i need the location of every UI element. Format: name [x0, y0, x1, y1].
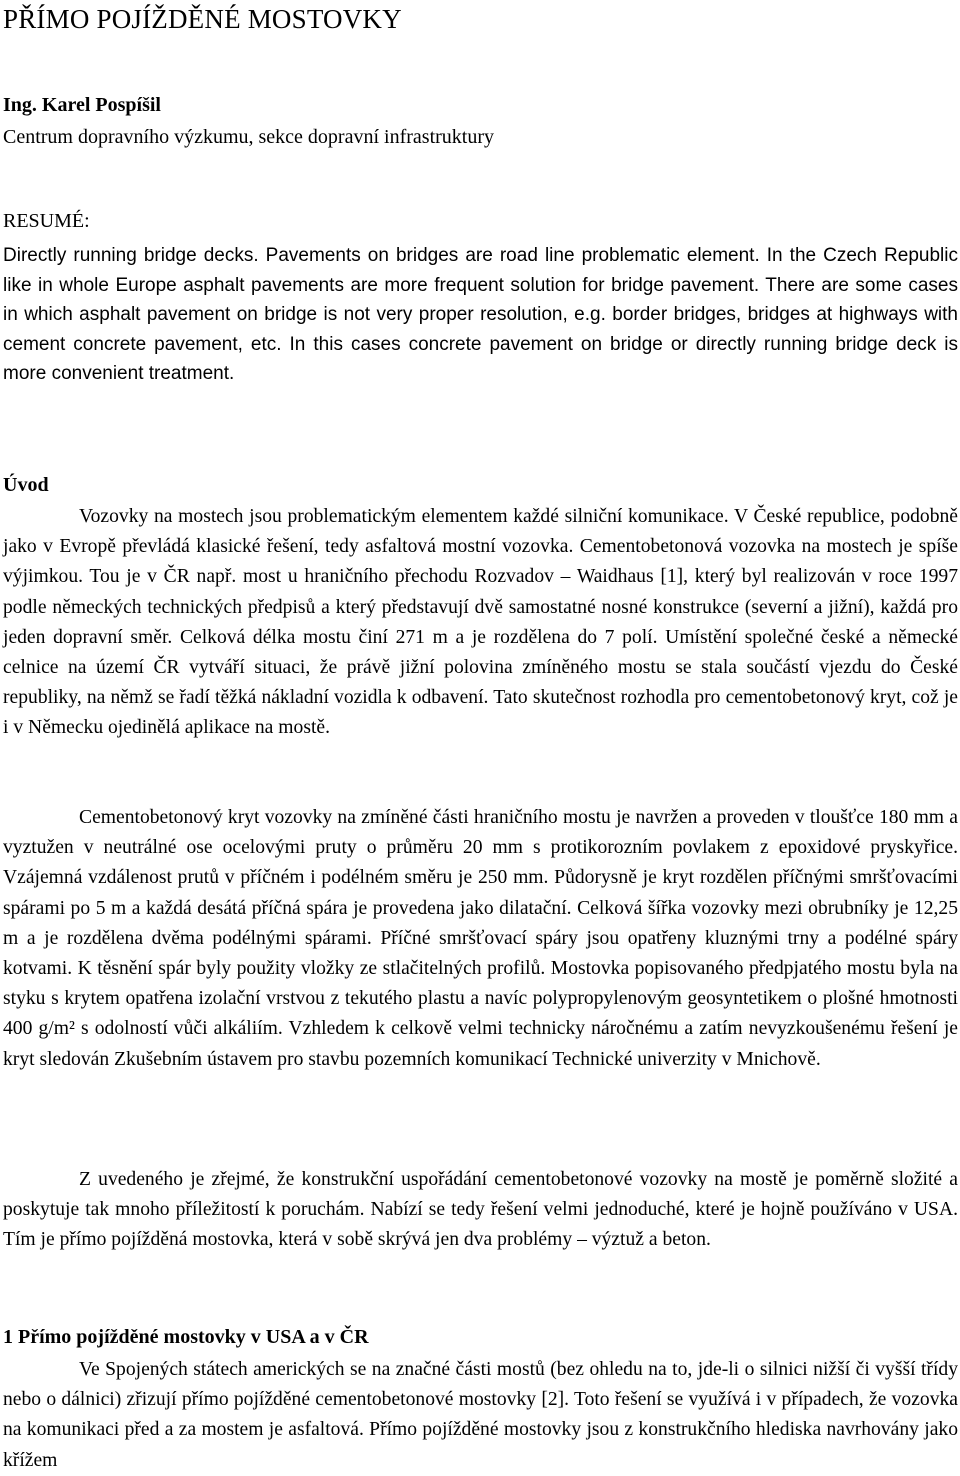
intro-paragraph-3: Z uvedeného je zřejmé, že konstrukční uspořádání cementobetonové vozovky na mostě je poměrně složité a poskytuje tak mnoho příležitostí k poruchám. Nabízí se tedy řešení velmi jednoduché, které je hojně používáno v USA. Tím je přímo pojížděná mostovka, která v sobě skrývá jen dva problémy – výztuž a beton. — [3, 1169, 958, 1251]
section-1-heading: 1 Přímo pojížděné mostovky v USA a v ČR — [3, 1326, 369, 1348]
page-title: PŘÍMO POJÍŽDĚNÉ MOSTOVKY — [3, 4, 402, 34]
author-affiliation: Centrum dopravního výzkumu, sekce dopravní infrastruktury — [3, 126, 494, 148]
intro-paragraph-2: Cementobetonový kryt vozovky na zmíněné části hraničního mostu je navržen a proveden v tloušťce 180 mm a vyztužen v neutrálné ose ocelovými pruty o průměru 20 mm s protikorozním povlakem z epoxidové pryskyřice. Vzájemná vzdálenost prutů v příčném i podélném směru je 250 mm. Půdorysně je kryt rozdělen příčnými smršťovacími spárami po 5 m a každá desátá příčná spára je provedena jako dilatační. Celková šířka vozovky mezi obrubníky je 12,25 m a je rozdělena dvěma podélnými spárami. Příčné smršťovací spáry jsou opatřeny kluznými trny a podélné spáry kotvami. K těsnění spár byly použity vložky ze stlačitelných profilů. Mostovka popisovaného předpjatého mostu byla na styku s krytem opatřena izolační vrstvou z tekutého plastu a navíc polypropylenovým geosyntetikem o plošné hmotnosti 400 g/m² s odolností vůči alkáliím. Vzhledem k celkově velmi technicky náročnému a zatím nevyzkoušenému řešení je kryt sledován Zkušebním ústavem pro stavbu pozemních komunikací Technické univerzity v Mnichově. — [3, 807, 958, 1070]
resume-heading: RESUMÉ: — [3, 210, 90, 232]
intro-paragraph-1: Vozovky na mostech jsou problematickým elementem každé silniční komunikace. V České republice, podobně jako v Evropě převládá klasické řešení, tedy asfaltová mostní vozovka. Cementobetonová vozovka na mostech je spíše výjimkou. Tou je v ČR např. most u hraničního přechodu Rozvadov – Waidhaus [1], který byl realizován v roce 1997 podle německých technických předpisů a který představují dvě samostatné nosné konstrukce (severní a jižní), každá pro jeden dopravní směr. Celková délka mostu činí 271 m a je rozdělena do 7 polí. Umístění společné české a německé celnice na území ČR vytváří situaci, že právě jižní polovina zmíněného mostu se stala součástí vjezdu do České republiky, na němž se řadí těžká nákladní vozidla k odbavení. Tato skutečnost rozhodla pro cementobetonový kryt, což je i v Německu ojedinělá aplikace na mostě. — [3, 506, 958, 739]
intro-heading: Úvod — [3, 474, 49, 496]
author-name: Ing. Karel Pospíšil — [3, 94, 161, 116]
resume-text: Directly running bridge decks. Pavements on bridges are road line problematic element. In the Czech Republic like in whole Europe asphalt pavements are more frequent solution for bridge pavement. There are some cases in which asphalt pavement on bridge is not very proper resolution, e.g. border bridges, bridges at highways with cement concrete pavement, etc. In this cases concrete pavement on bridge or directly running bridge deck is more convenient treatment. — [3, 245, 958, 384]
section-1-paragraph: Ve Spojených státech amerických se na značné části mostů (bez ohledu na to, jde-li o silnici nižší či vyšší třídy nebo o dálnici) zřizují přímo pojížděné cementobetonové mostovky [2]. Toto řešení se využívá i v případech, že vozovka na komunikaci před a za mostem je asfaltová. Přímo pojížděné mostovky jsou z konstrukčního hlediska navrhovány jako křížem — [3, 1359, 958, 1471]
